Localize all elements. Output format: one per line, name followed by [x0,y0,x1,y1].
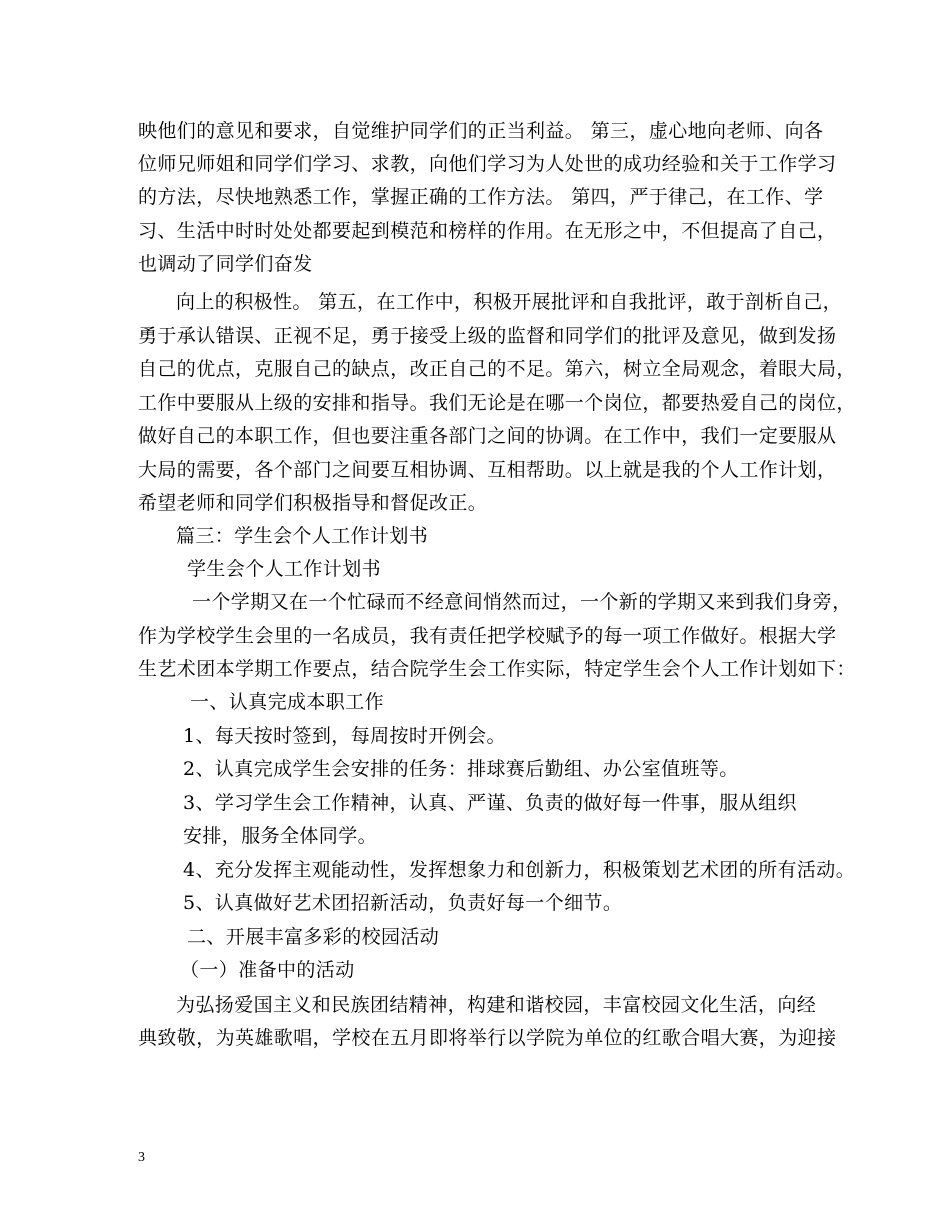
list-item: 4、充分发挥主观能动性，发挥想象力和创新力，积极策划艺术团的所有活动。 [183,859,856,881]
text-line: 也调动了同学们奋发 [138,253,313,275]
page-number: 3 [138,1150,145,1165]
text-line: 的方法，尽快地熟悉工作，掌握正确的工作方法。 第四，严于律己，在工作、学 [138,186,824,208]
text-line: 一个学期又在一个忙碌而不经意间悄然而过，一个新的学期又来到我们身旁， [192,591,852,613]
text-line: 习、生活中时时处处都要起到模范和榜样的作用。在无形之中，不但提高了自己， [138,220,837,242]
text-line: 映他们的意见和要求，自觉维护同学们的正当利益。 第三，虚心地向老师、向各 [138,120,824,142]
subsection-heading: （一）准备中的活动 [180,959,355,981]
text-line: 勇于承认错误、正视不足，勇于接受上级的监督和同学们的批评及意见，做到发扬 [138,325,837,347]
text-line: 位师兄师姐和同学们学习、求教，向他们学习为人处世的成功经验和关于工作学习 [138,153,837,175]
text-line: 典致敬，为英雄歌唱，学校在五月即将举行以学院为单位的红歌合唱大赛，为迎接 [138,1027,837,1049]
section-heading: 二、开展丰富多彩的校园活动 [187,926,440,948]
text-line: 工作中要服从上级的安排和指导。我们无论是在哪一个岗位，都要热爱自己的岗位， [138,392,856,414]
text-line: 作为学校学生会里的一名成员，我有责任把学校赋予的每一项工作做好。根据大学 [138,625,837,647]
text-line: 做好自己的本职工作，但也要注重各部门之间的协调。在工作中，我们一定要服从 [138,425,837,447]
document-title: 学生会个人工作计划书 [187,558,382,580]
list-item: 5、认真做好艺术团招新活动，负责好每一个细节。 [183,892,623,914]
section-heading: 一、认真完成本职工作 [190,691,385,713]
text-line: 为弘扬爱国主义和民族团结精神，构建和谐校园，丰富校园文化生活，向经 [176,994,817,1016]
list-item: 3、学习学生会工作精神，认真、严谨、负责的做好每一件事，服从组织 [183,792,797,814]
list-item: 1、每天按时签到，每周按时开例会。 [183,725,506,747]
section-heading: 篇三：学生会个人工作计划书 [176,525,429,547]
text-line: 大局的需要，各个部门之间要互相协调、互相帮助。以上就是我的个人工作计划， [138,459,837,481]
list-item: 安排，服务全体同学。 [183,825,378,847]
text-line: 向上的积极性。 第五，在工作中，积极开展批评和自我批评，敢于剖析自己， [176,291,843,313]
text-line: 自己的优点，克服自己的缺点，改正自己的不足。第六，树立全局观念，着眼大局， [138,358,856,380]
text-line: 希望老师和同学们积极指导和督促改正。 [138,492,488,514]
text-line: 生艺术团本学期工作要点，结合院学生会工作实际，特定学生会个人工作计划如下： [138,658,856,680]
list-item: 2、认真完成学生会安排的任务：排球赛后勤组、办公室值班等。 [183,758,739,780]
